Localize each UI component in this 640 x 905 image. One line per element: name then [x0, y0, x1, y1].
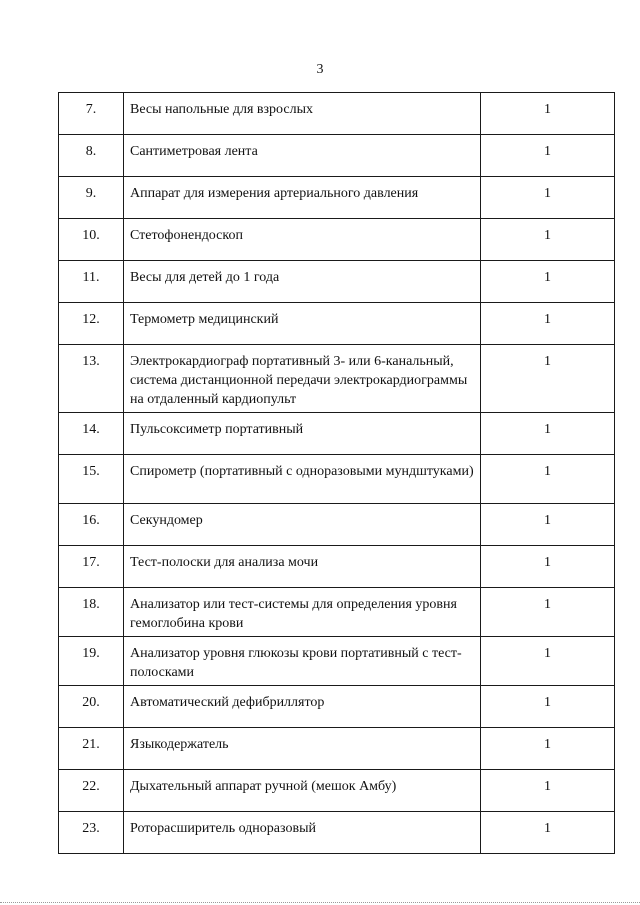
equipment-name: Пульсоксиметр портативный [124, 413, 481, 455]
equipment-quantity: 1 [481, 455, 615, 504]
table-row [59, 637, 615, 686]
row-number: 8. [59, 135, 124, 177]
equipment-name: Автоматический дефибриллятор [124, 686, 481, 728]
equipment-name: Анализатор или тест-системы для определения уровня гемоглобина крови [124, 588, 481, 637]
table-row [59, 812, 615, 854]
equipment-quantity: 1 [481, 93, 615, 135]
table-row [59, 303, 615, 345]
table-row [59, 770, 615, 812]
equipment-quantity: 1 [481, 812, 615, 854]
equipment-quantity: 1 [481, 686, 615, 728]
equipment-name: Весы для детей до 1 года [124, 261, 481, 303]
equipment-table [58, 92, 615, 854]
row-number: 10. [59, 219, 124, 261]
table-row [59, 686, 615, 728]
equipment-quantity: 1 [481, 177, 615, 219]
equipment-name: Тест-полоски для анализа мочи [124, 546, 481, 588]
equipment-name: Спирометр (портативный с одноразовыми мундштуками) [124, 455, 481, 504]
table-row [59, 413, 615, 455]
row-number: 17. [59, 546, 124, 588]
equipment-name: Роторасширитель одноразовый [124, 812, 481, 854]
table-row [59, 219, 615, 261]
equipment-table-body [59, 93, 615, 854]
equipment-name: Анализатор уровня глюкозы крови портативный с тест-полосками [124, 637, 481, 686]
equipment-name: Электрокардиограф портативный 3- или 6-канальный, система дистанционной передачи электрокардиограммы на отдаленный кардиопульт [124, 345, 481, 413]
row-number: 20. [59, 686, 124, 728]
equipment-name: Термометр медицинский [124, 303, 481, 345]
equipment-name: Весы напольные для взрослых [124, 93, 481, 135]
row-number: 22. [59, 770, 124, 812]
equipment-quantity: 1 [481, 219, 615, 261]
row-number: 15. [59, 455, 124, 504]
equipment-quantity: 1 [481, 261, 615, 303]
table-row [59, 345, 615, 413]
table-row [59, 93, 615, 135]
table-row [59, 728, 615, 770]
equipment-quantity: 1 [481, 345, 615, 413]
equipment-name: Стетофонендоскоп [124, 219, 481, 261]
row-number: 13. [59, 345, 124, 413]
equipment-quantity: 1 [481, 637, 615, 686]
table-row [59, 177, 615, 219]
row-number: 11. [59, 261, 124, 303]
table-row [59, 546, 615, 588]
equipment-quantity: 1 [481, 728, 615, 770]
row-number: 19. [59, 637, 124, 686]
table-row [59, 261, 615, 303]
row-number: 18. [59, 588, 124, 637]
table-row [59, 455, 615, 504]
equipment-quantity: 1 [481, 770, 615, 812]
equipment-quantity: 1 [481, 303, 615, 345]
row-number: 21. [59, 728, 124, 770]
equipment-quantity: 1 [481, 135, 615, 177]
row-number: 12. [59, 303, 124, 345]
row-number: 23. [59, 812, 124, 854]
equipment-quantity: 1 [481, 413, 615, 455]
equipment-name: Дыхательный аппарат ручной (мешок Амбу) [124, 770, 481, 812]
table-row [59, 588, 615, 637]
row-number: 9. [59, 177, 124, 219]
equipment-name: Языкодержатель [124, 728, 481, 770]
page-number: 3 [316, 62, 324, 77]
equipment-quantity: 1 [481, 588, 615, 637]
row-number: 7. [59, 93, 124, 135]
table-row [59, 504, 615, 546]
equipment-quantity: 1 [481, 504, 615, 546]
equipment-name: Аппарат для измерения артериального давления [124, 177, 481, 219]
table-row [59, 135, 615, 177]
equipment-name: Секундомер [124, 504, 481, 546]
equipment-quantity: 1 [481, 546, 615, 588]
row-number: 16. [59, 504, 124, 546]
equipment-name: Сантиметровая лента [124, 135, 481, 177]
row-number: 14. [59, 413, 124, 455]
